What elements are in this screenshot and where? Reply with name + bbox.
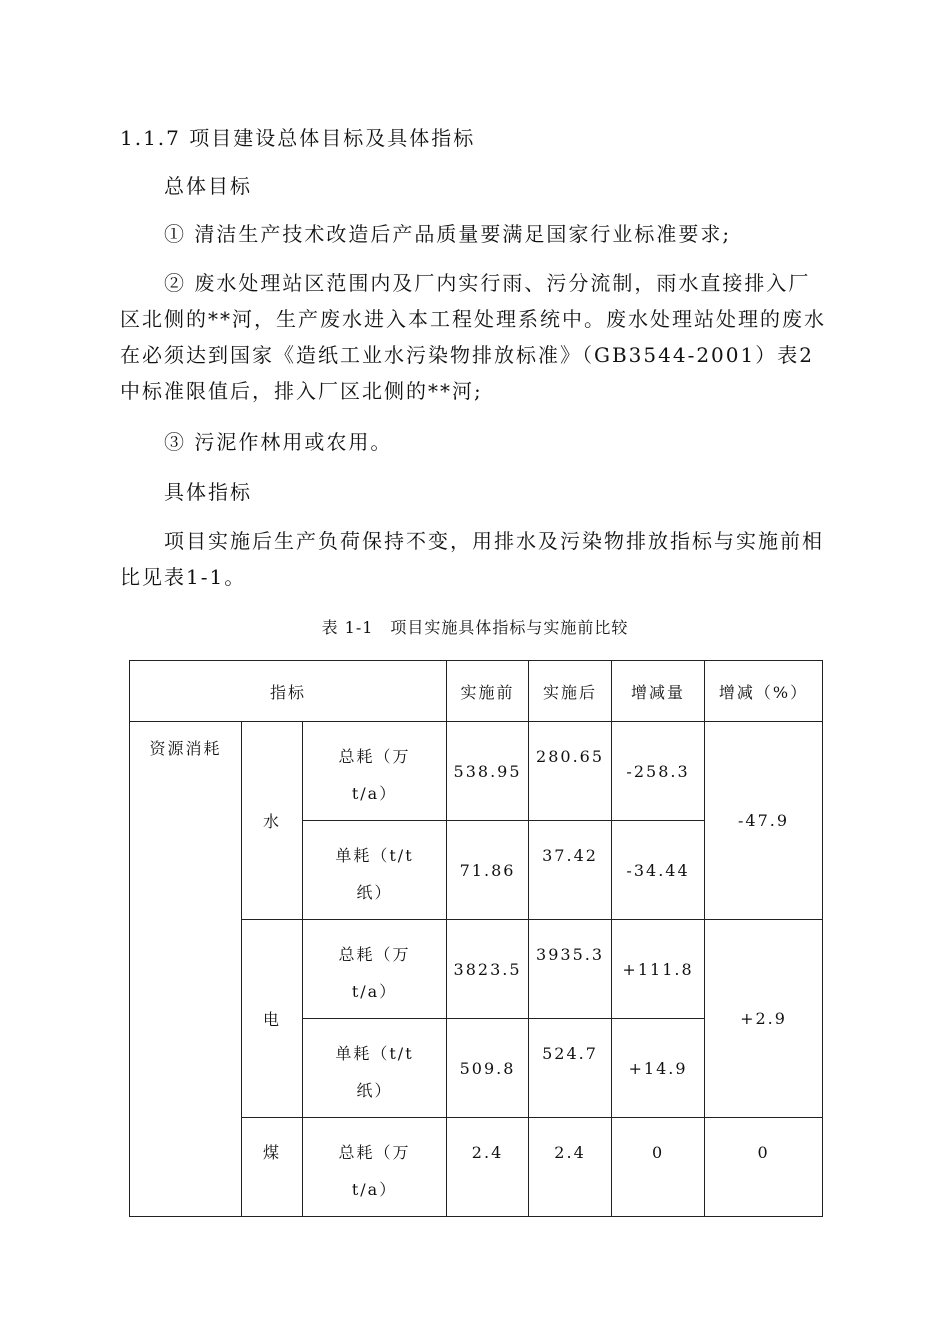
table-header-row [130, 661, 823, 722]
water-change-pct: -47.9 [705, 722, 823, 920]
water-total-before: 538.95 [447, 722, 529, 821]
water-unit-name-2: 纸） [356, 883, 393, 902]
goal-2: ② 废水处理站区范围内及厂内实行雨、污分流制，雨水直接排入厂区北侧的**河，生产废水进入本工程处理系统中。废水处理站处理的废水在必须达到国家《造纸工业水污染物排放标准》（GB3544-2001）表2中标准限值后，排入厂区北侧的**河; [120, 271, 826, 403]
header-before: 实施前 [447, 661, 529, 722]
water-total-name [303, 722, 447, 821]
coal-label: 煤 [242, 1118, 303, 1217]
coal-change-pct: 0 [705, 1118, 823, 1217]
header-indicator: 指标 [130, 661, 447, 722]
water-total-after: 280.65 [529, 722, 612, 821]
electric-label: 电 [242, 920, 303, 1118]
water-unit-after: 37.42 [529, 821, 612, 920]
electric-unit-name-1: 单耗（t/t [335, 1044, 414, 1063]
electric-total-after: 3935.3 [529, 920, 612, 1019]
water-total-name-2: t/a） [351, 784, 398, 803]
specific-title: 具体指标 [164, 480, 252, 504]
section-heading: 1.1.7 项目建设总体目标及具体指标 [120, 126, 476, 150]
electric-total-change: +111.8 [612, 920, 705, 1019]
electric-total-name-2: t/a） [351, 982, 398, 1001]
specific-text: 项目实施后生产负荷保持不变，用排水及污染物排放指标与实施前相比见表1-1。 [120, 529, 824, 589]
header-after: 实施后 [529, 661, 612, 722]
water-unit-name [303, 821, 447, 920]
table-caption: 表 1-1 项目实施具体指标与实施前比较 [321, 618, 629, 637]
water-total-change: -258.3 [612, 722, 705, 821]
coal-total-name [303, 1118, 447, 1217]
electric-unit-name [303, 1019, 447, 1118]
electric-total-name-1: 总耗（万 [338, 945, 411, 964]
water-total-name-1: 总耗（万 [338, 747, 411, 766]
coal-total-before: 2.4 [447, 1118, 529, 1217]
electric-total-before: 3823.5 [447, 920, 529, 1019]
water-label: 水 [242, 722, 303, 920]
coal-total-name-1: 总耗（万 [338, 1143, 411, 1162]
header-change-pct: 增减（%） [705, 661, 823, 722]
water-unit-name-1: 单耗（t/t [335, 846, 414, 865]
table-row [130, 722, 823, 821]
electric-unit-after: 524.7 [529, 1019, 612, 1118]
electric-unit-name-2: 纸） [356, 1081, 393, 1100]
water-unit-change: -34.44 [612, 821, 705, 920]
indicator-table [129, 660, 823, 1217]
coal-total-name-2: t/a） [351, 1180, 398, 1199]
coal-total-after: 2.4 [529, 1118, 612, 1217]
header-change: 增减量 [612, 661, 705, 722]
coal-total-change: 0 [612, 1118, 705, 1217]
category-cell: 资源消耗 [130, 722, 242, 1217]
goal-3: ③ 污泥作林用或农用。 [164, 430, 393, 454]
electric-change-pct: +2.9 [705, 920, 823, 1118]
goal-1: ① 清洁生产技术改造后产品质量要满足国家行业标准要求; [164, 222, 732, 246]
electric-unit-before: 509.8 [447, 1019, 529, 1118]
electric-total-name [303, 920, 447, 1019]
electric-unit-change: +14.9 [612, 1019, 705, 1118]
water-unit-before: 71.86 [447, 821, 529, 920]
overall-goal-title: 总体目标 [164, 174, 252, 198]
